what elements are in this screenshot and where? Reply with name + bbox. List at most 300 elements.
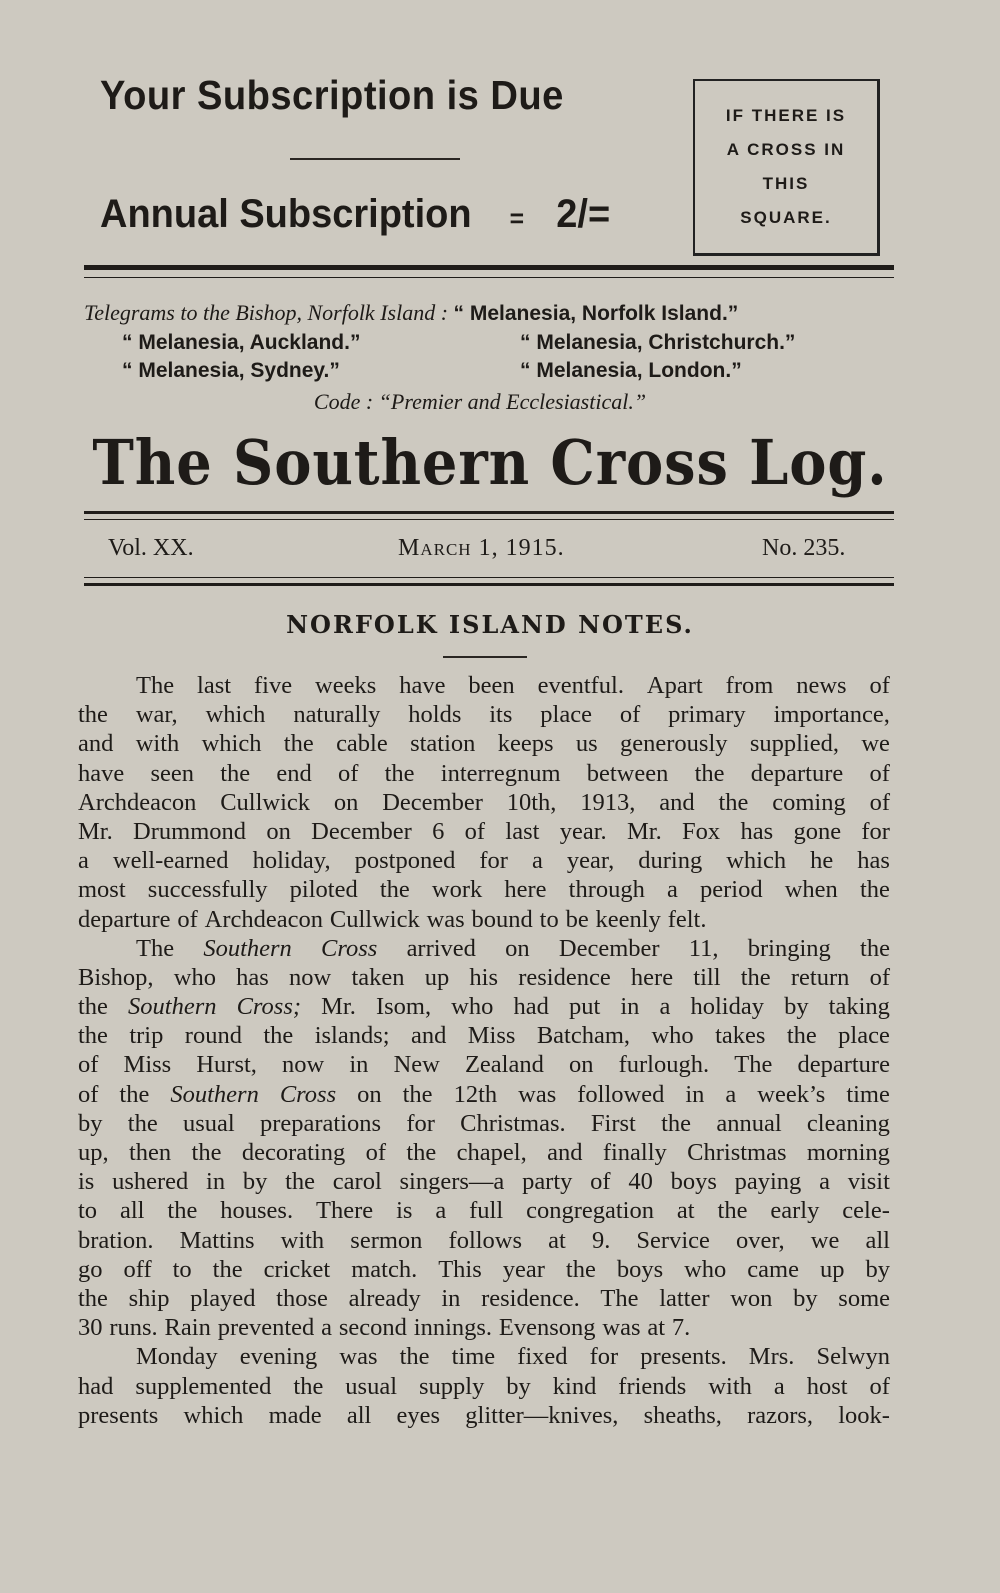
article-word: the [220, 759, 251, 787]
article-word: is [396, 1197, 413, 1225]
article-word: Fox [682, 817, 721, 845]
article-word: 30 [78, 1314, 103, 1342]
article-word: the [167, 1197, 198, 1225]
article-word: interregnum [440, 759, 561, 787]
article-word: the [119, 1080, 150, 1108]
annual-subscription [100, 192, 610, 237]
article-word: played [190, 1284, 256, 1312]
article-line [78, 729, 890, 758]
masthead-title: The Southern Cross Log. [92, 426, 888, 499]
article-word: he [810, 847, 834, 875]
article-word: end [276, 759, 312, 787]
article-word: for [861, 817, 890, 845]
article-word: have [78, 759, 125, 787]
article-word: station [410, 730, 476, 758]
article-word: of [365, 1139, 387, 1166]
article-word: on [266, 817, 291, 845]
article-word: the [293, 1372, 324, 1400]
article-word: its [489, 701, 513, 729]
article-word: 9. [591, 1226, 611, 1254]
article-word: made [268, 1401, 322, 1429]
article-line [78, 671, 890, 700]
article-word: the [406, 1139, 437, 1166]
article-word: a [773, 1372, 785, 1400]
article-word: holiday [690, 993, 764, 1021]
article-word: trip [129, 1022, 164, 1050]
thin-rule [84, 577, 894, 578]
article-line [78, 905, 890, 934]
article-line [78, 963, 890, 992]
article-word: Zealand [464, 1051, 544, 1079]
article-word: in [206, 1168, 226, 1196]
article-word: singers—a [399, 1168, 505, 1196]
annual-subscription-label: Annual Subscription [100, 192, 472, 236]
article-word: been [468, 672, 515, 699]
article-word: kind [552, 1372, 597, 1400]
article-word: decorating [241, 1139, 346, 1166]
article-word: runs. [109, 1314, 158, 1342]
article-word: Monday [136, 1343, 218, 1371]
article-word: residence [518, 963, 611, 991]
article-word: was [426, 905, 465, 933]
article-word: 10th, [506, 788, 557, 816]
article-word: Archdeacon [78, 788, 197, 816]
article-word: who [651, 1022, 694, 1050]
article-word: Cross [321, 934, 378, 962]
article-word: arrived [406, 934, 476, 962]
article-word: Southern [203, 934, 292, 962]
article-word: of [619, 701, 641, 729]
article-word: of [78, 1051, 99, 1079]
article-word: the [718, 788, 749, 816]
article-word: the [283, 730, 314, 758]
article-word: successfully [147, 876, 268, 904]
article-word: host [806, 1372, 848, 1400]
article-word: of [177, 905, 198, 933]
article-word: Isom, [375, 993, 432, 1021]
article-line [78, 1401, 890, 1430]
article-word: bringing [747, 934, 831, 962]
equals-sign: = [509, 203, 524, 233]
article-word: naturally [293, 701, 381, 729]
article-word: departure [750, 759, 844, 787]
article-word: supplied, [749, 730, 839, 758]
article-word: sermon [350, 1226, 423, 1254]
article-word: taken [351, 963, 405, 991]
article-word: already [348, 1284, 421, 1312]
article-word: chapel, [456, 1139, 527, 1166]
article-word: have [399, 672, 446, 699]
article-word: a [819, 1168, 830, 1196]
article-word: the [402, 1080, 433, 1108]
article-word: This [438, 1255, 482, 1283]
article-word: holiday, [252, 847, 331, 875]
article-word: of [869, 1372, 890, 1400]
article-word: Southern [128, 993, 217, 1021]
article-word: felt. [667, 905, 707, 933]
article-word: here [630, 963, 674, 991]
article-word: year. [559, 817, 607, 845]
article-word: and [547, 1139, 583, 1166]
article-word: December [382, 788, 483, 816]
article-word: Apart [646, 672, 703, 699]
article-word: the [694, 759, 725, 787]
telegram-address-row [520, 329, 795, 355]
article-word: paying [734, 1168, 802, 1196]
article-word: through [568, 876, 645, 904]
article-word: in [441, 1284, 461, 1312]
article-word: presents [78, 1401, 159, 1429]
article-word: us [575, 730, 598, 758]
article-word: who [684, 1255, 727, 1283]
article-word: a [321, 1314, 333, 1342]
article-word: the [212, 1255, 243, 1283]
article-word: 11, [688, 934, 719, 962]
telegram-address: “ Melanesia, London.” [520, 359, 742, 382]
article-word: friends [618, 1372, 687, 1400]
article-word: sheaths, [643, 1401, 722, 1429]
article-word: on [505, 934, 530, 962]
article-word: weeks [315, 672, 377, 699]
article-word: won [730, 1284, 773, 1312]
article-word: last [505, 817, 540, 845]
article-word: has [740, 817, 774, 845]
article-word: year [502, 1255, 545, 1283]
article-word: Cullwick [329, 905, 420, 933]
article-word: the [786, 1022, 817, 1050]
article-word: Cross [279, 1080, 337, 1108]
article-word: in [620, 993, 640, 1021]
article-word: the [78, 1284, 108, 1312]
article-word: to [78, 1197, 98, 1225]
article-word: Miss [123, 1051, 172, 1079]
article-word: carol [332, 1168, 382, 1196]
article-line [78, 1226, 890, 1255]
article-word: Cullwick [220, 788, 311, 816]
article-word: then [128, 1139, 172, 1166]
telegrams-line [84, 300, 738, 326]
box-line: A CROSS IN [726, 140, 846, 159]
article-word: some [838, 1284, 890, 1312]
article-word: Archdeacon [204, 905, 323, 933]
article-word: the [379, 876, 410, 904]
article-word: Hurst, [196, 1051, 257, 1079]
article-line [78, 1255, 890, 1284]
article-word: the [285, 1168, 316, 1196]
article-word: and [410, 1022, 447, 1050]
article-word: holds [408, 701, 462, 729]
article-word: off [123, 1255, 152, 1283]
article-line [78, 1167, 890, 1196]
article-word: at [548, 1226, 566, 1254]
article-word: at [676, 1197, 695, 1225]
article-word: at [647, 1314, 666, 1342]
volume: Vol. XX. [108, 535, 194, 561]
article-word: Christmas. [460, 1109, 566, 1137]
article-word: the [860, 934, 890, 962]
article-word: Mrs. [748, 1343, 795, 1371]
article-word: return [790, 963, 850, 991]
article-word: Southern [170, 1080, 259, 1108]
article-line [78, 992, 890, 1021]
article-word: was [518, 1080, 557, 1108]
article-word: by [242, 1168, 268, 1196]
subscription-price: 2/= [556, 192, 611, 236]
article-word: his [469, 963, 499, 991]
article-word: during [638, 847, 703, 875]
article-word: Selwyn [816, 1343, 890, 1371]
article-line [78, 1372, 890, 1401]
article-line [78, 1284, 890, 1313]
article-word: fixed [517, 1343, 568, 1371]
article-word: boys [670, 1168, 717, 1196]
article-word: for [589, 1343, 619, 1371]
article-line [78, 1080, 890, 1109]
article-word: up [819, 1255, 845, 1283]
article-word: all [346, 1401, 372, 1429]
article-word: congregation [526, 1197, 654, 1225]
article-word: cable [336, 730, 388, 758]
article-word: 6 [432, 817, 445, 845]
article-word: Christmas [687, 1139, 787, 1166]
article-word: Mr. [78, 817, 113, 845]
article-word: time [846, 1080, 890, 1108]
article-word: December [558, 934, 660, 962]
article-word: of [78, 1080, 99, 1108]
article-word: finally [602, 1139, 667, 1166]
article-word: December [311, 817, 412, 845]
article-word: The [734, 1051, 773, 1079]
article-word: between [586, 759, 669, 787]
article-word: the [384, 759, 415, 787]
telegram-address: “ Melanesia, Christchurch.” [520, 331, 796, 354]
article-word: the [717, 1197, 748, 1225]
article-word: New [393, 1051, 440, 1079]
article-word: war, [135, 701, 178, 729]
article-word: bration. [78, 1226, 154, 1254]
article-word: most [78, 876, 126, 904]
article-word: eventful. [537, 672, 624, 699]
article-word: Bishop, [78, 963, 154, 991]
article-word: departure [78, 905, 171, 933]
article-line [78, 1021, 890, 1050]
article-line [78, 759, 890, 788]
article-word: followed [577, 1080, 665, 1108]
article-word: Mattins [179, 1226, 255, 1254]
article-word: match. [351, 1255, 418, 1283]
article-word: Drummond [133, 817, 246, 845]
telegram-address: “ Melanesia, Sydney.” [122, 359, 340, 382]
article-line [78, 1313, 890, 1342]
article-word: the [127, 1109, 158, 1137]
telegram-address: “ Melanesia, Auckland.” [122, 331, 361, 354]
article-word: importance, [773, 701, 890, 729]
article-line [78, 846, 890, 875]
article-word: all [865, 1226, 890, 1254]
article-line [78, 700, 890, 729]
article-word: second [338, 1314, 407, 1342]
article-word: period [700, 876, 763, 904]
article-word: Evensong [498, 1314, 596, 1342]
article-word: of [590, 1168, 611, 1196]
article-word: go [78, 1255, 103, 1283]
article-line [78, 788, 890, 817]
article-word: keenly [595, 905, 661, 933]
article-word: There [316, 1197, 374, 1225]
article-word: usual [345, 1372, 398, 1400]
article-word: early [770, 1197, 820, 1225]
article-word: the [78, 701, 108, 729]
article-word: on [333, 788, 359, 816]
article-word: of [337, 759, 359, 787]
article-word: houses. [220, 1197, 294, 1225]
article-word: Mr. [626, 817, 662, 845]
article-word: by [506, 1372, 531, 1400]
article-word: by [793, 1284, 818, 1312]
article-word: First [590, 1109, 636, 1137]
article-word: is [78, 1168, 95, 1196]
article-word: Service [636, 1226, 710, 1254]
article-word: taking [828, 993, 890, 1021]
box-line: SQUARE. [740, 208, 832, 227]
article-word: glitter—knives, [465, 1401, 619, 1429]
article-word: put [568, 993, 601, 1021]
article-word: has [236, 963, 269, 991]
box-line: IF THERE IS [725, 106, 847, 125]
cross-notice-box [693, 79, 880, 256]
article-word: residence. [481, 1284, 580, 1312]
article-word: bound [471, 905, 533, 933]
telegraph-code: Code : “Premier and Ecclesiastical.” [313, 389, 647, 414]
article-word: on [357, 1080, 382, 1108]
article-word: and [78, 730, 114, 758]
article-word: the [191, 1139, 222, 1166]
article-word: place [838, 1022, 890, 1050]
article-word: Cross; [236, 993, 302, 1021]
article-word: up [424, 963, 450, 991]
article-word: be [565, 905, 589, 933]
article-word: last [197, 672, 232, 699]
article-word: annual [716, 1109, 782, 1137]
article-word: coming [772, 788, 846, 816]
article-word: postponed [354, 847, 456, 875]
article-word: of [869, 672, 890, 699]
article-word: the [859, 876, 890, 904]
article-word: Miss [467, 1022, 516, 1050]
article-word: a [531, 847, 543, 875]
article-word: over, [736, 1226, 785, 1254]
thin-rule [84, 277, 894, 278]
article-word: came [747, 1255, 799, 1283]
box-line: THIS [762, 174, 810, 193]
article-word: the [78, 1022, 108, 1050]
article-word: departure [797, 1051, 890, 1079]
article-word: 40 [628, 1168, 653, 1196]
article-word: furlough. [618, 1051, 710, 1079]
article-line [78, 1109, 890, 1138]
article-word: on [568, 1051, 594, 1079]
article-word: here [504, 876, 547, 904]
article-word: seen [150, 759, 195, 787]
article-word: razors, [747, 1401, 814, 1429]
article-word: which [201, 730, 262, 758]
article-word: up, [78, 1139, 109, 1166]
article-word: 12th [453, 1080, 498, 1108]
article-word: had [513, 993, 549, 1021]
article-word: the [263, 1022, 294, 1050]
article-word: cleaning [806, 1109, 890, 1137]
article-word: a [725, 1080, 737, 1108]
article-word: preparations [259, 1109, 382, 1137]
article-word: in [349, 1051, 369, 1079]
article-word: a [435, 1197, 447, 1225]
article-word: all [119, 1197, 145, 1225]
telegram-address-row [520, 357, 742, 383]
article-word: who [173, 963, 216, 991]
article-line [78, 1342, 890, 1371]
article-word: the [740, 963, 771, 991]
article-word: we [810, 1226, 840, 1254]
article-word: round [184, 1022, 242, 1050]
article-word: of [869, 788, 890, 816]
thick-rule [84, 265, 894, 270]
article-word: the [78, 993, 108, 1021]
article-word: now [289, 963, 332, 991]
article-word: with [708, 1372, 752, 1400]
article-word: who [451, 993, 494, 1021]
article-word: till [693, 963, 721, 991]
article-word: generously [620, 730, 728, 758]
article-word: the [399, 1343, 430, 1371]
article-body [78, 671, 890, 1430]
article-word: place [540, 701, 592, 729]
article-word: to [539, 905, 559, 933]
article-word: supplemented [135, 1372, 272, 1400]
telegrams-label: Telegrams to the Bishop, Norfolk Island : [84, 300, 449, 325]
article-word: of [464, 817, 486, 845]
article-word: a [667, 876, 678, 904]
article-word: by [865, 1255, 890, 1283]
article-word: was [339, 1343, 378, 1371]
article-word: the [661, 1109, 692, 1137]
divider [290, 158, 460, 160]
article-word: well-earned [112, 847, 229, 875]
article-word: had [78, 1372, 114, 1400]
article-line [78, 934, 890, 963]
thin-rule [84, 519, 894, 520]
article-word: with [280, 1226, 325, 1254]
article-word: supply [418, 1372, 485, 1400]
article-word: a [78, 847, 89, 875]
article-word: takes [715, 1022, 766, 1050]
article-word: follows [448, 1226, 523, 1254]
article-word: evening [239, 1343, 318, 1371]
article-word: five [254, 672, 293, 699]
article-word: keeps [497, 730, 554, 758]
article-word: gone [793, 817, 842, 845]
article-word: in [685, 1080, 705, 1108]
subscription-due-heading: Your Subscription is Due [100, 72, 564, 118]
article-word: ship [128, 1284, 170, 1312]
article-word: which [183, 1401, 244, 1429]
article-word: 7. [671, 1314, 691, 1342]
article-word: presents. [640, 1343, 727, 1371]
article-word: primary [668, 701, 746, 729]
article-word: by [784, 993, 809, 1021]
article-word: full [469, 1197, 504, 1225]
article-word: innings. [413, 1314, 493, 1342]
article-word: with [135, 730, 180, 758]
